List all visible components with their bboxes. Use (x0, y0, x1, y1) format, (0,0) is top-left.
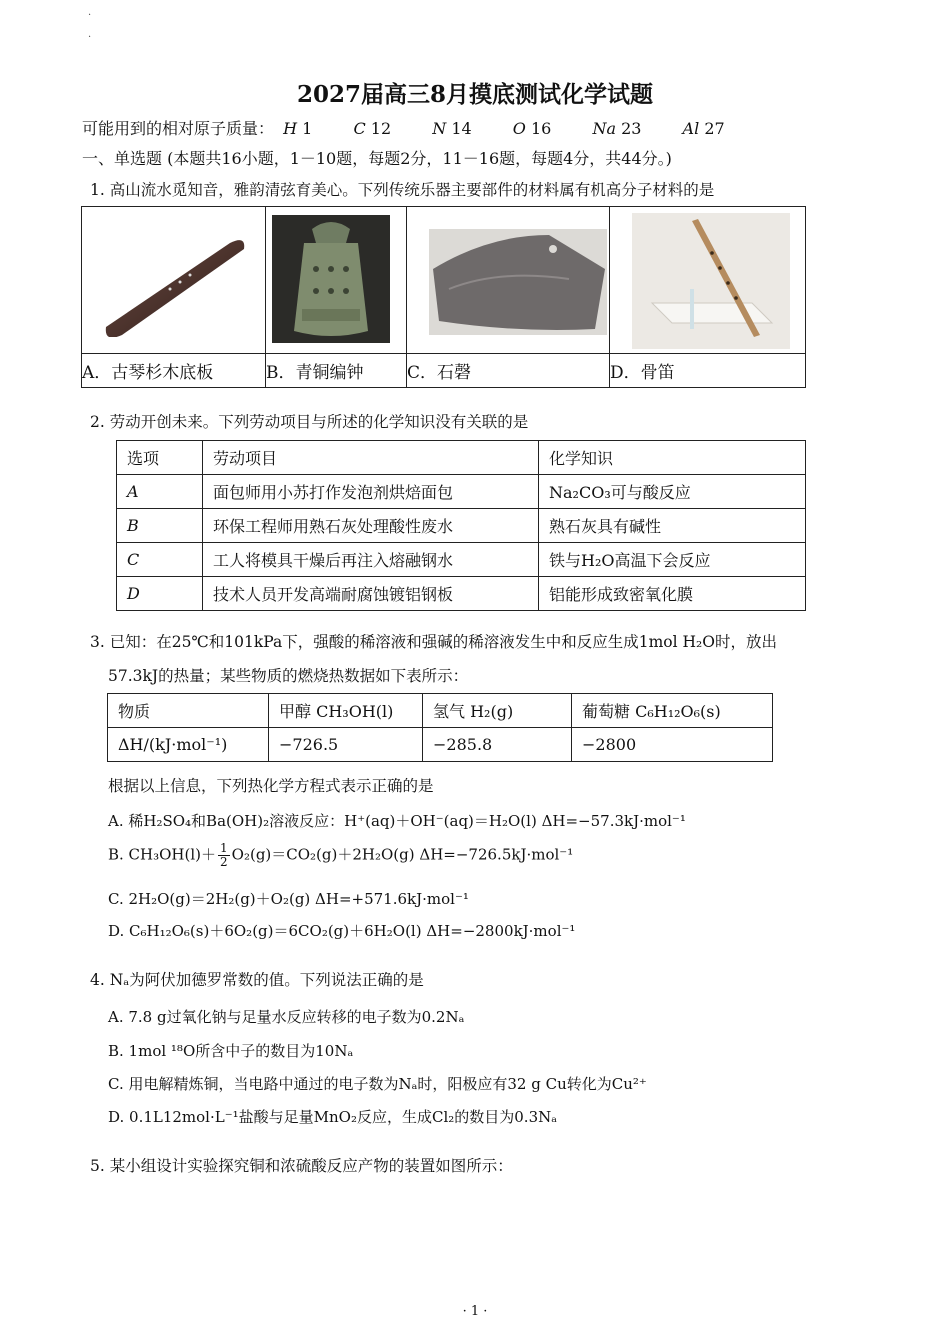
guqin-image (100, 225, 248, 337)
q1-options-table (81, 206, 806, 388)
table-row: D 技术人员开发高端耐腐蚀镀铝钢板 铝能形成致密氧化膜 (117, 577, 806, 611)
q3-option-d: D. C₆H₁₂O₆(s)＋6O₂(g)＝6CO₂(g)＋6H₂O(l) ΔH=−2800kJ·mol⁻¹ (108, 922, 576, 940)
q3-prompt: 根据以上信息，下列热化学方程式表示正确的是 (108, 777, 434, 795)
q5-stem: 5. 某小组设计实验探究铜和浓硫酸反应产物的装置如图所示： (90, 1157, 513, 1175)
stone-chime-image (429, 229, 607, 335)
atomic-mass-label: 可能用到的相对原子质量： (82, 119, 275, 138)
q3-header-hydrogen: 氢气 H₂(g) (423, 694, 572, 728)
q3-header-substance: 物质 (108, 694, 269, 728)
table-row: ΔH/(kJ·mol⁻¹) −726.5 −285.8 −2800 (108, 728, 773, 762)
mass-o: O 16 (512, 119, 552, 138)
q1-image-cell-c (407, 207, 610, 354)
q4-stem: 4. Nₐ为阿伏加德罗常数的值。下列说法正确的是 (90, 971, 424, 989)
corner-dot: · (88, 32, 92, 43)
q1-image-cell-d (610, 207, 806, 354)
q3-table (107, 693, 773, 762)
q1-image-cell-b (266, 207, 407, 354)
corner-dot: · (88, 10, 92, 21)
q2-stem: 2. 劳动开创未来。下列劳动项目与所述的化学知识没有关联的是 (90, 413, 529, 431)
q2-table (116, 440, 806, 611)
table-row: C 工人将模具干燥后再注入熔融钢水 铁与H₂O高温下会反应 (117, 543, 806, 577)
q4-option-a: A. 7.8 g过氧化钠与足量水反应转移的电子数为0.2Nₐ (108, 1008, 465, 1026)
bronze-bell-image (272, 215, 390, 343)
table-row: A 面包师用小苏打作发泡剂烘焙面包 Na₂CO₃可与酸反应 (117, 475, 806, 509)
q1-option-a: A．古琴杉木底板 (82, 354, 266, 388)
mass-h: H 1 (283, 119, 313, 138)
section-heading: 一、单选题 (本题共16小题，1－10题，每题2分，11－16题，每题4分，共44分。) (82, 149, 672, 168)
q3-header-methanol: 甲醇 CH₃OH(l) (269, 694, 423, 728)
q4-option-d: D. 0.1L12mol·L⁻¹盐酸与足量MnO₂反应，生成Cl₂的数目为0.3Nₐ (108, 1108, 558, 1126)
q1-image-cell-a (82, 207, 266, 354)
q3-option-b: B. CH₃OH(l)＋ $\frac{1}{2}$ O₂(g)＝CO₂(g)＋2H₂O(g) ΔH=−726.5kJ·mol⁻¹ (108, 841, 574, 869)
q2-header-knowledge: 化学知识 (539, 441, 806, 475)
q2-header-option: 选项 (117, 441, 203, 475)
mass-al: Al 27 (682, 119, 725, 138)
q3-stem-line1: 3. 已知：在25℃和101kPa下，强酸的稀溶液和强碱的稀溶液发生中和反应生成1mol H₂O时，放出 (90, 633, 777, 651)
table-row: B 环保工程师用熟石灰处理酸性废水 熟石灰具有碱性 (117, 509, 806, 543)
q1-option-b: B．青铜编钟 (266, 354, 407, 388)
atomic-mass-line (82, 116, 761, 139)
q3-option-c: C. 2H₂O(g)＝2H₂(g)＋O₂(g) ΔH=+571.6kJ·mol⁻¹ (108, 890, 469, 908)
mass-n: N 14 (432, 119, 472, 138)
q2-header-project: 劳动项目 (203, 441, 539, 475)
fraction-one-half: $\frac{1}{2}$ (220, 841, 228, 869)
page-number: · 1 · (462, 1304, 488, 1319)
q3-header-glucose: 葡萄糖 C₆H₁₂O₆(s) (572, 694, 773, 728)
mass-c: C 12 (353, 119, 392, 138)
bone-flute-image (632, 213, 790, 349)
q3-option-a: A. 稀H₂SO₄和Ba(OH)₂溶液反应：H⁺(aq)＋OH⁻(aq)＝H₂O(l) ΔH=−57.3kJ·mol⁻¹ (108, 812, 686, 830)
q1-option-d: D．骨笛 (610, 354, 806, 388)
q4-option-b: B. 1mol ¹⁸O所含中子的数目为10Nₐ (108, 1042, 354, 1060)
q1-option-c: C．石磬 (407, 354, 610, 388)
mass-na: Na 23 (592, 119, 642, 138)
q4-option-c: C. 用电解精炼铜，当电路中通过的电子数为Nₐ时，阳极应有32 g Cu转化为Cu²⁺ (108, 1075, 647, 1093)
q1-stem: 1. 高山流水觅知音，雅韵清弦育美心。下列传统乐器主要部件的材料属有机高分子材料的是 (90, 181, 715, 199)
page-title: 2027届高三8月摸底测试化学试题 (296, 81, 654, 108)
q3-stem-line2: 57.3kJ的热量；某些物质的燃烧热数据如下表所示： (108, 667, 469, 685)
